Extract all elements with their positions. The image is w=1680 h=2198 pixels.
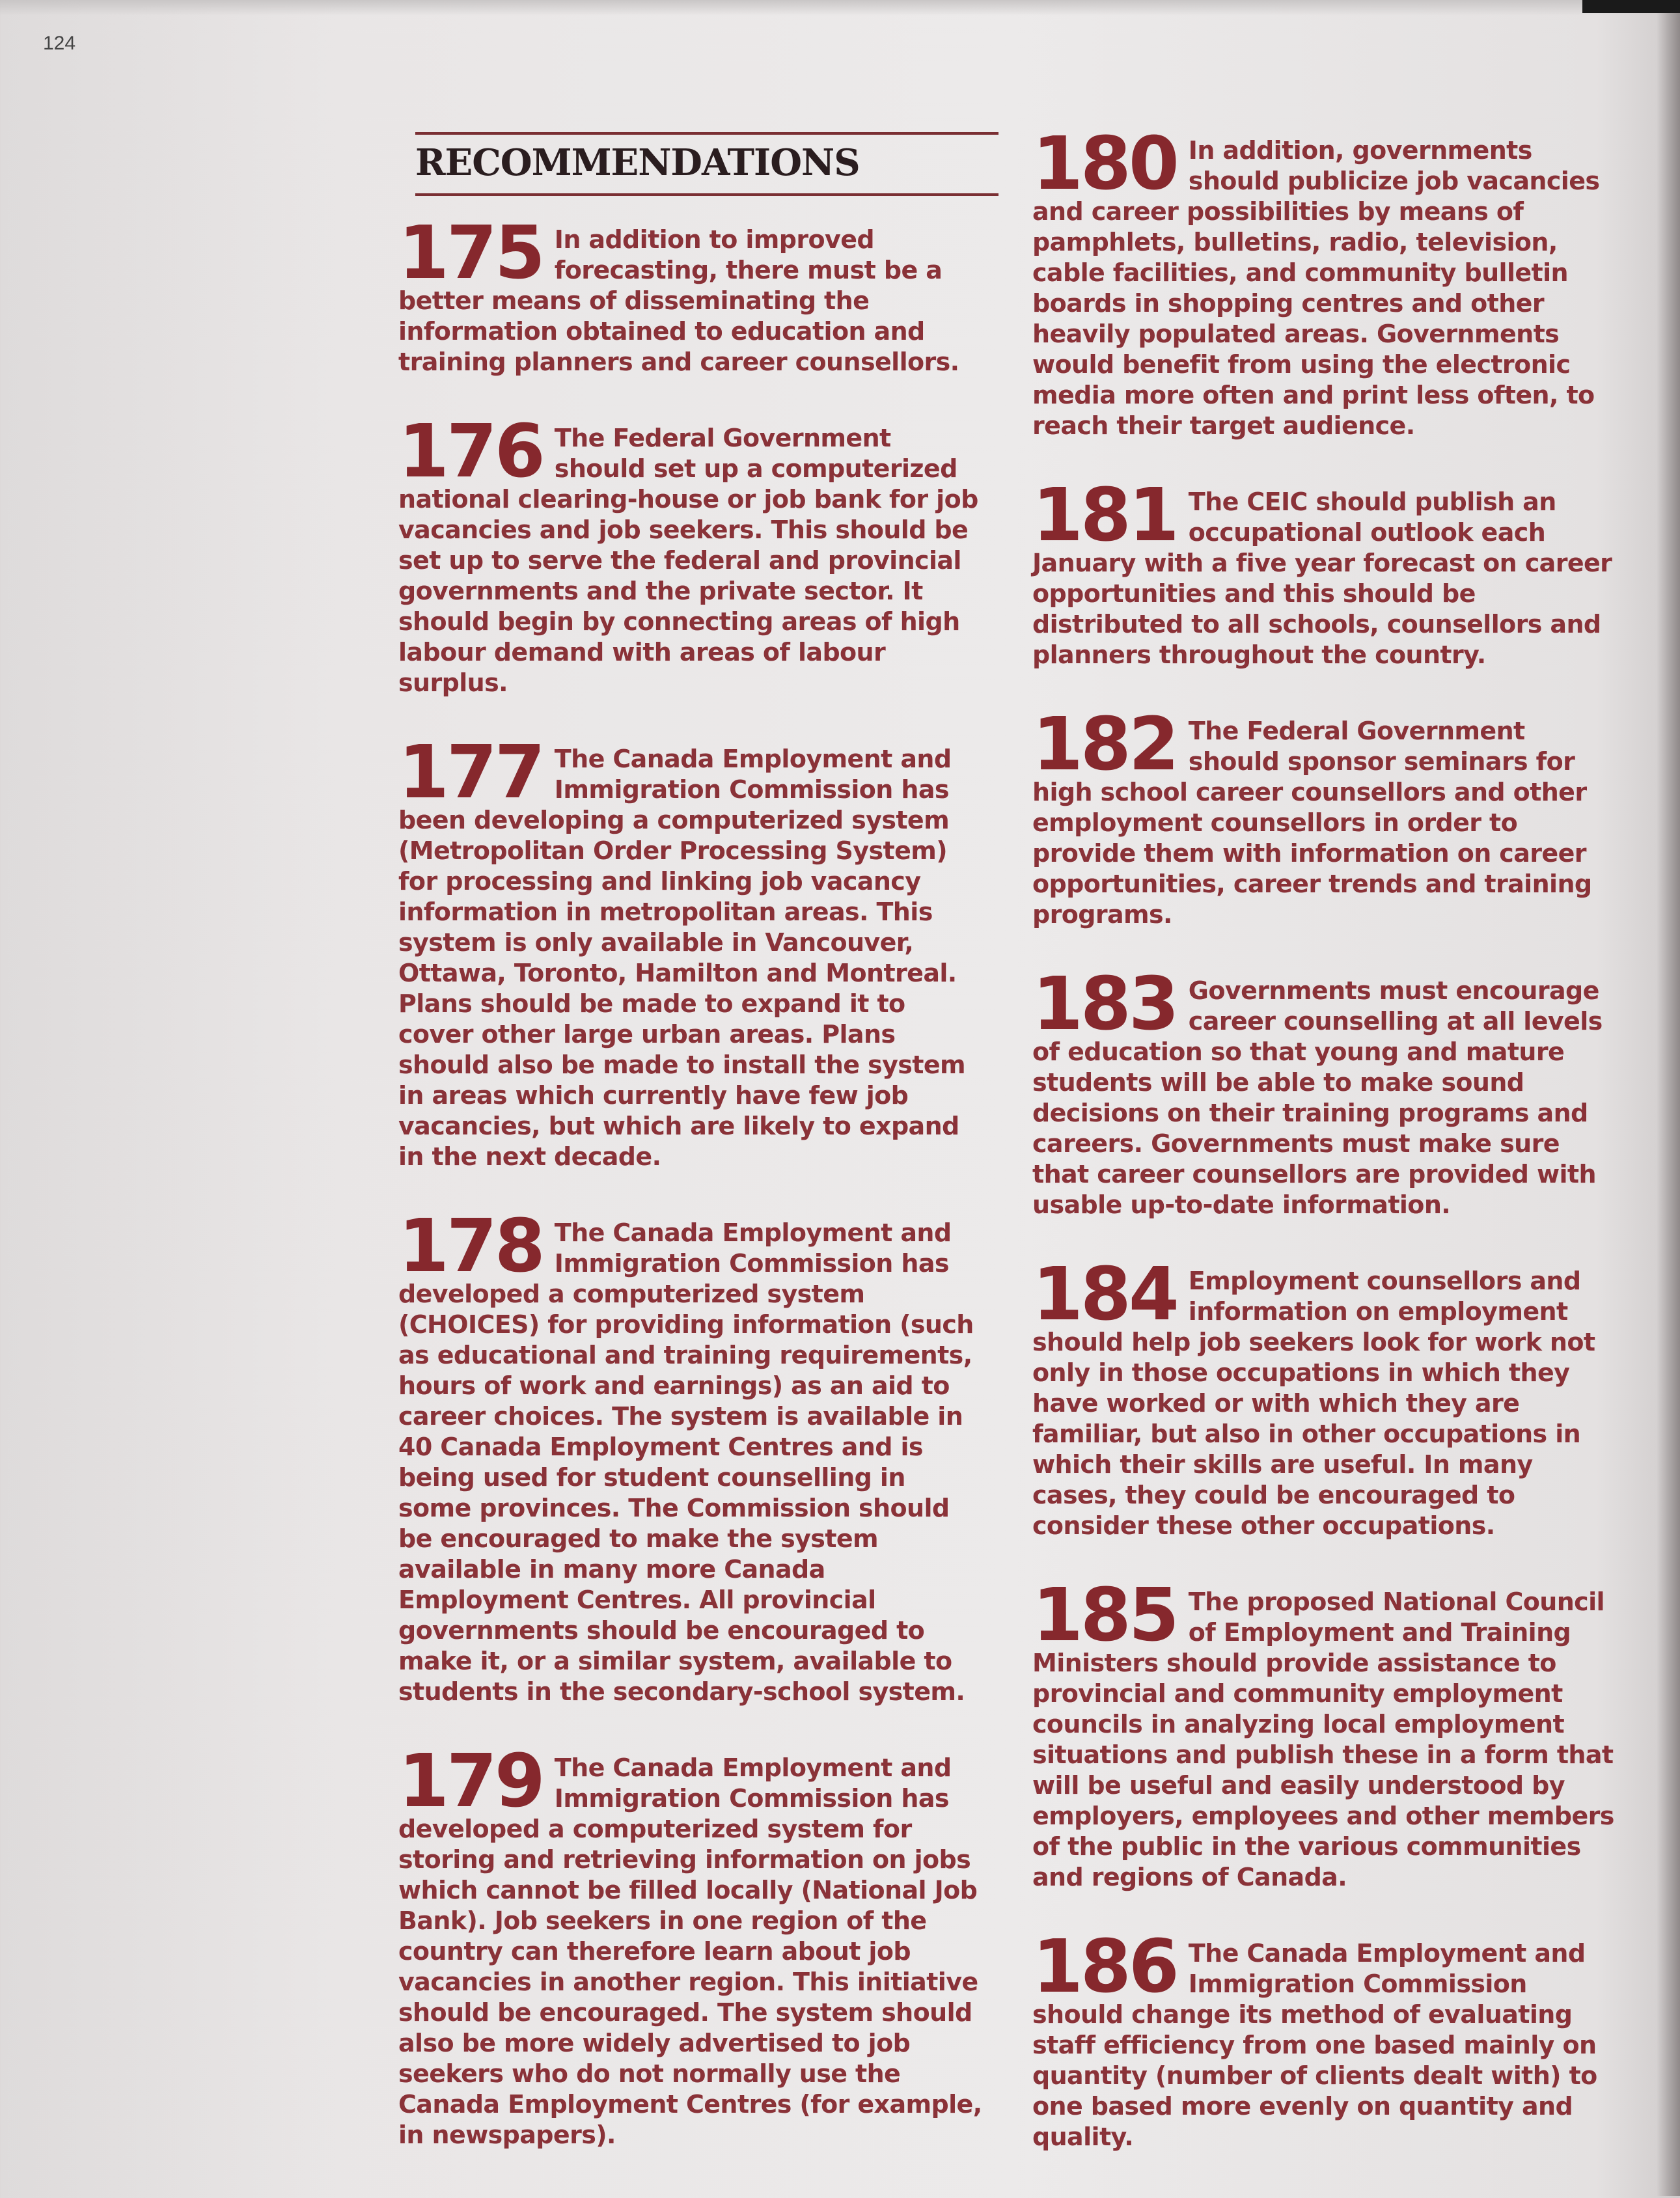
recommendation-text: Governments must encourage career counselling at all levels of education so that young and mature students will be able to make sound decisions on their training programs and careers. Governments must make sure that career counsellors are provided with usable up-to-date information. (1032, 976, 1603, 1219)
recommendation-183 (1032, 962, 1618, 1220)
recommendation-text: In addition to improved forecasting, there must be a better means of disseminating the information obtained to education and training planners and career counsellors. (398, 225, 959, 376)
recommendation-text: The Canada Employment and Immigration Commission has developed a computerized system (CHOICES) for providing information (such as educational and training requirements, hours of work and earnings) as an aid to career choices. The system is available in 40 Canada Employment Centres and is being used for student counselling in some provinces. The Commission should be encouraged to make the system available in many more Canada Employment Centres. All provincial governments should be encouraged to make it, or a similar system, available to students in the secondary-school system. (398, 1218, 974, 1706)
recommendation-text: The Canada Employment and Immigration Commission has been developing a computerized system (Metropolitan Order Processing System) for processing and linking job vacancy information in metropolitan areas. This system is only available in Vancouver, Ottawa, Toronto, Hamilton and Montreal. Plans should be made to expand it to cover other large urban areas. Plans should also be made to install the system in areas which currently have few job vacancies, but which are likely to expand in the next decade. (398, 745, 965, 1171)
recommendation-number: 177 (398, 730, 543, 815)
recommendation-text: The CEIC should publish an occupational outlook each January with a five year forecast on career opportunities and this should be distributed to all schools, counsellors and planners throughout the country. (1032, 488, 1612, 669)
recommendation-number: 180 (1032, 122, 1177, 206)
recommendation-number: 175 (398, 211, 543, 295)
page-number: 124 (43, 33, 76, 54)
recommendation-text: Employment counsellors and information on employment should help job seekers look for work not only in those occupations in which they have worked or with which they are familiar, but also in other occupations in which their skills are useful. In many cases, they could be encouraged to consider these other occupations. (1032, 1267, 1595, 1540)
recommendation-text: In addition, governments should publicize job vacancies and career possibilities by means of pamphlets, bulletins, radio, television, cable facilities, and community bulletin boards in shopping centres and other heavily populated areas. Governments would benefit from using the electronic media more often and print less often, to reach their target audience. (1032, 136, 1600, 440)
right-column (1032, 122, 1618, 2198)
recommendation-182 (1032, 702, 1618, 930)
recommendation-number: 176 (398, 409, 543, 494)
recommendation-180 (1032, 122, 1618, 441)
recommendation-text: The Federal Government should sponsor seminars for high school career counsellors and other employment counsellors in order to provide them with information on career opportunities, career trends and training programs. (1032, 717, 1592, 929)
recommendation-184 (1032, 1252, 1618, 1541)
recommendation-number: 182 (1032, 702, 1177, 787)
left-column (398, 211, 984, 2196)
recommendation-178 (398, 1204, 984, 1707)
recommendation-number: 185 (1032, 1573, 1177, 1658)
book-spine-shadow (1657, 0, 1680, 2196)
recommendation-175 (398, 211, 984, 378)
recommendation-text: The Federal Government should set up a computerized national clearing-house or job bank for job vacancies and job seekers. This should be set up to serve the federal and provincial governments and the private sector. It should begin by connecting areas of high labour demand with areas of labour surplus. (398, 424, 978, 697)
recommendation-number: 184 (1032, 1252, 1177, 1337)
page-top-shadow (0, 0, 1680, 16)
recommendation-number: 181 (1032, 473, 1177, 558)
recommendation-number: 179 (398, 1739, 543, 1824)
recommendation-text: The Canada Employment and Immigration Commission has developed a computerized system for storing and retrieving information on jobs which cannot be filled locally (National Job Bank). Job seekers in one region of the country can therefore learn about job vacancies in another region. This initiative should be encouraged. The system should also be more widely advertised to job seekers who do not normally use the Canada Employment Centres (for example, in newspapers). (398, 1753, 982, 2149)
recommendation-text: The Canada Employment and Immigration Commission should change its method of evaluating staff efficiency from one based mainly on quantity (number of clients dealt with) to one based more evenly on quantity and quality. (1032, 1939, 1597, 2151)
recommendation-number: 183 (1032, 962, 1177, 1047)
recommendation-181 (1032, 473, 1618, 670)
section-heading-text: RECOMMENDATIONS (415, 141, 860, 184)
recommendation-number: 186 (1032, 1925, 1177, 2009)
recommendation-186 (1032, 1925, 1618, 2152)
recommendation-185 (1032, 1573, 1618, 1893)
scan-corner (1582, 0, 1680, 13)
recommendation-176 (398, 409, 984, 698)
recommendation-179 (398, 1739, 984, 2150)
section-heading (415, 132, 998, 196)
recommendation-177 (398, 730, 984, 1172)
recommendation-number: 178 (398, 1204, 543, 1289)
recommendation-text: The proposed National Council of Employment and Training Ministers should provide assistance to provincial and community employment councils in analyzing local employment situations and publish these in a form that will be useful and easily understood by employers, employees and other members of the public in the various communities and regions of Canada. (1032, 1587, 1614, 1891)
